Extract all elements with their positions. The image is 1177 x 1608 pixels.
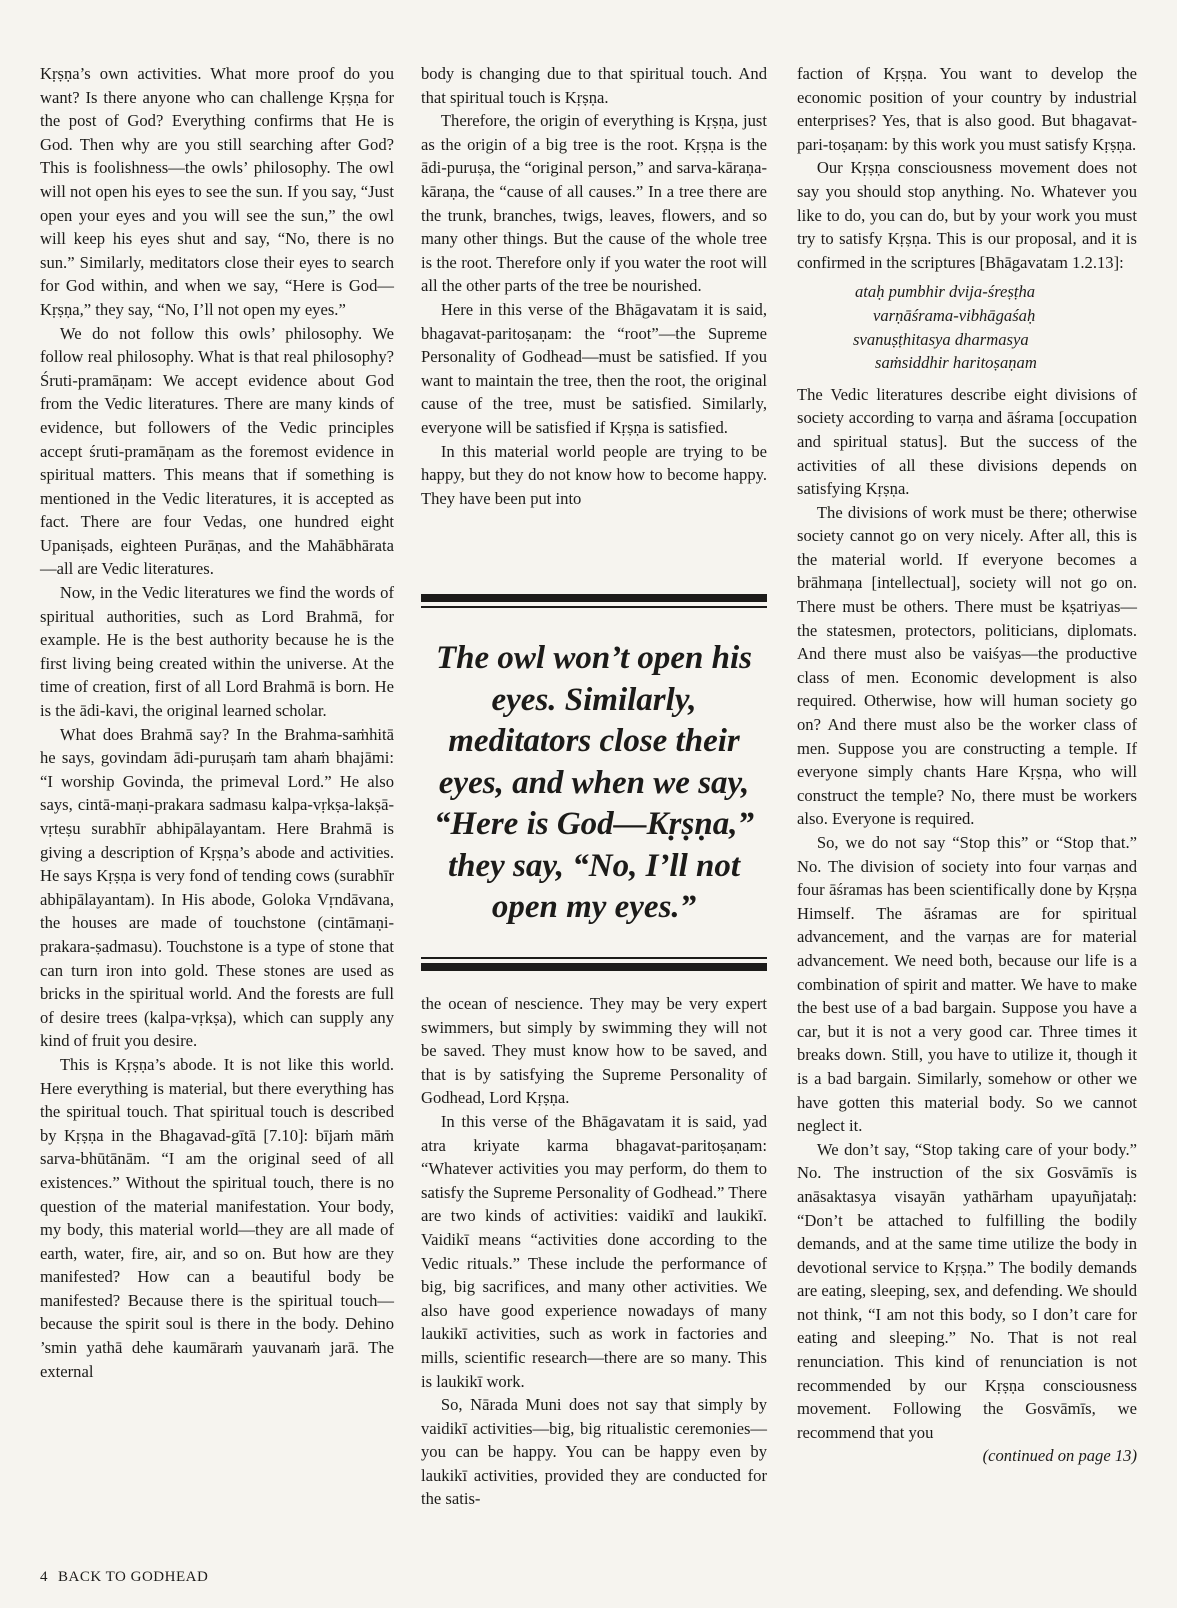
- paragraph: In this verse of the Bhāgavatam it is said, yad atra kriyate karma bhagavat-paritoṣaṇam: “Whatever activities you may perform, do them to satisfy the Supreme Personality of Godhead.” There are two kinds of activities: vaidikī and laukikī. Vaidikī means “activities done according to the Vedic rituals.” These include the performance of big, big sacrifices, and many other activities. We also have good experience nowadays of many laukikī activities, such as work in factories and mills, scientific research—there are so many. This is laukikī work.: [421, 1111, 767, 1391]
- paragraph: We do not follow this owls’ philosophy. We follow real philosophy. What is that real philosophy? Śruti-pramāṇam: We accept evidence about God from the Vedic literatures. There are many kinds of evidence, but followers of the Vedic principles accept śruti-pramāṇam as the foremost evidence in spiritual matters. This means that if something is mentioned in the Vedic literatures, it is accepted as fact. There are four Vedas, one hundred eight Upaniṣads, eighteen Purāṇas, and the Mahābhārata—all are Vedic literatures.: [40, 323, 394, 579]
- paragraph: Now, in the Vedic literatures we find the words of spiritual authorities, such as Lord Brahmā, for example. He is the best authority because he is the first living being created within the universe. At the time of creation, first of all Lord Brahmā is born. He is the ādi-kavi, the original learned scholar.: [40, 583, 394, 721]
- paragraph: So, we do not say “Stop this” or “Stop that.” No. The division of society into four varṇas and four āśramas has been scientifically done by Kṛṣṇa Himself. The āśramas are for spiritual advancement, and the varṇas are for material advancement. We need both, because our life is a combination of spirit and matter. We have to make the best use of a bad bargain. Suppose you have a car, but it is not a very good car. Three times it breaks down. Still, you have to utilize it, though it is a bad bargain. Similarly, somehow or other we have gotten this material body. So we cannot neglect it.: [797, 833, 1137, 1136]
- paragraph: We don’t say, “Stop taking care of your body.” No. The instruction of the six Gosvāmīs is anāsaktasya visayān yathārham upayuñjataḥ: “Don’t be attached to fulfilling the bodily demands, and at the same time utilize the body in devotional service to Kṛṣṇa.” The bodily demands are eating, sleeping, sex, and defending. We should not think, “I am not this body, so I don’t care for eating and sleeping.” No. That is not real renunciation. This kind of renunciation is not recommended by our Kṛṣṇa consciousness movement. Following the Gosvāmīs, we recommend that you: [797, 1139, 1137, 1442]
- verse-line: svanuṣṭhitasya dharmasya: [853, 329, 1029, 349]
- column-2-top: [421, 62, 767, 510]
- paragraph: Our Kṛṣṇa consciousness movement does not say you should stop anything. No. Whatever you like to do, you can do, but by your work you must try to satisfy Kṛṣṇa. This is our proposal, and it is confirmed in the scriptures [Bhāgavatam 1.2.13]:: [797, 158, 1137, 272]
- paragraph: The Vedic literatures describe eight divisions of society according to varṇa and āśrama [occupation and spiritual status]. But the success of the activities of all these divisions depends on satisfying Kṛṣṇa.: [797, 384, 1137, 499]
- sanskrit-verse: [797, 280, 1137, 374]
- magazine-name: BACK TO GODHEAD: [58, 1569, 209, 1585]
- column-3: [797, 62, 1137, 1468]
- continued-note: (continued on page 13): [982, 1446, 1137, 1466]
- pull-quote-text: The owl won’t open his eyes. Similarly, meditators close their eyes, and when we say, “Here is God—Kṛṣṇa,” they say, “No, I’ll not open my eyes.”: [434, 640, 754, 925]
- paragraph: Here in this verse of the Bhāgavatam it is said, bhagavat-paritoṣaṇam: the “root”—the Supreme Personality of Godhead—must be satisfied. If you want to maintain the tree, then the root, the original cause of the tree, must be satisfied. Similarly, everyone will be satisfied if Kṛṣṇa is satisfied.: [421, 299, 767, 437]
- paragraph: This is Kṛṣṇa’s abode. It is not like this world. Here everything is material, but there everything has the spiritual touch. That spiritual touch is described by Kṛṣṇa in the Bhagavad-gītā [7.10]: bījaṁ māṁ sarva-bhūtānām. “I am the original seed of all existences.” Without the spiritual touch, there is no question of the material manifestation. Your body, my body, this material world—they are all made of earth, water, fire, air, and so on. But how are they manifested? How can a beautiful body be manifested? Because there is the spiritual touch—because the spirit soul is there in the body. Dehino ’smin yathā dehe kaumāraṁ yauvanaṁ jarā. The external: [40, 1054, 394, 1381]
- column-1: [40, 62, 394, 1383]
- verse-line: varṇāśrama-vibhāgaśaḥ: [873, 305, 1036, 325]
- verse-line: ataḥ pumbhir dvija-śreṣṭha: [855, 282, 1036, 302]
- paragraph: Kṛṣṇa’s own activities. What more proof do you want? Is there anyone who can challenge Kṛṣṇa for the post of God? Everything confirms that He is God. Then why are you still searching after God? This is foolishness—the owls’ philosophy. The owl will not open his eyes to see the sun. If you say, “Just open your eyes and you will see the sun,” the owl will keep his eyes shut and say, “No, there is no sun.” Similarly, meditators close their eyes to search for God within, and when we say, “Here is God—Kṛṣṇa,” they say, “No, I’ll not open my eyes.”: [40, 64, 394, 319]
- paragraph: the ocean of nescience. They may be very expert swimmers, but simply by swimming they will not be saved. They must know how to be saved, and that is by satisfying the Supreme Personality of Godhead, Lord Kṛṣṇa.: [421, 994, 767, 1108]
- paragraph: What does Brahmā say? In the Brahma-saṁhitā he says, govindam ādi-puruṣaṁ tam ahaṁ bhajāmi: “I worship Govinda, the primeval Lord.” He also says, cintā-maṇi-prakara sadmasu kalpa-vṛkṣa-lakṣā-vṛteṣu surabhīr abhipālayantam. Here Brahmā is giving a description of Kṛṣṇa’s abode and activities. He says Kṛṣṇa is very fond of tending cows (surabhīr abhipālayantam). In His abode, Goloka Vṛndāvana, the houses are made of touchstone (cintāmaṇi-prakara-ṣadmasu). Touchstone is a type of stone that can turn iron into gold. These stones are used as bricks in the spiritual world. And the forests are full of desire trees (kalpa-vṛkṣa), which can supply any kind of fruit you desire.: [40, 724, 394, 1051]
- verse-line: saṁsiddhir haritoṣaṇam: [875, 353, 1037, 373]
- column-2-bottom: [421, 992, 767, 1511]
- paragraph: body is changing due to that spiritual touch. And that spiritual touch is Kṛṣṇa.: [421, 64, 767, 107]
- paragraph: So, Nārada Muni does not say that simply by vaidikī activities—big, big ritualistic ceremonies—you can be happy. You can be happy even by laukikī activities, provided they are conducted for the satis-: [421, 1395, 767, 1509]
- paragraph: Therefore, the origin of everything is Kṛṣṇa, just as the origin of a big tree is the root. Kṛṣṇa is the ādi-puruṣa, the “original person,” and sarva-kāraṇa-kāraṇa, the “cause of all causes.” In a tree there are the trunk, branches, twigs, leaves, flowers, and so many other things. But the cause of the whole tree is the root. Therefore only if you water the root will all the other parts of the tree be nourished.: [421, 111, 767, 296]
- paragraph: faction of Kṛṣṇa. You want to develop the economic position of your country by industrial enterprises? Yes, that is also good. But bhagavat-pari-toṣaṇam: by this work you must satisfy Kṛṣṇa.: [797, 64, 1137, 154]
- page-footer: [40, 1569, 208, 1586]
- paragraph: In this material world people are trying to be happy, but they do not know how to become happy. They have been put into: [421, 441, 767, 508]
- pull-quote-bottom-rule-thick: [421, 963, 767, 971]
- pull-quote-box: [421, 594, 767, 971]
- page-number: 4: [40, 1569, 48, 1585]
- paragraph: The divisions of work must be there; otherwise society cannot go on very nicely. After all, this is the material world. If everyone becomes a brāhmaṇa [intellectual], society will not go on. There must be others. There must be kṣatriyas—the statesmen, protectors, politicians, diplomats. And there must also be vaiśyas—the productive class of men. Economic development is also required. Otherwise, how will human society go on? And there must also be the worker class of men. Suppose you are constructing a temple. If everyone simply chants Hare Kṛṣṇa, who will construct the temple? No, there must be workers also. Everyone is required.: [797, 502, 1137, 829]
- pull-quote-top-rule-thick: [421, 594, 767, 602]
